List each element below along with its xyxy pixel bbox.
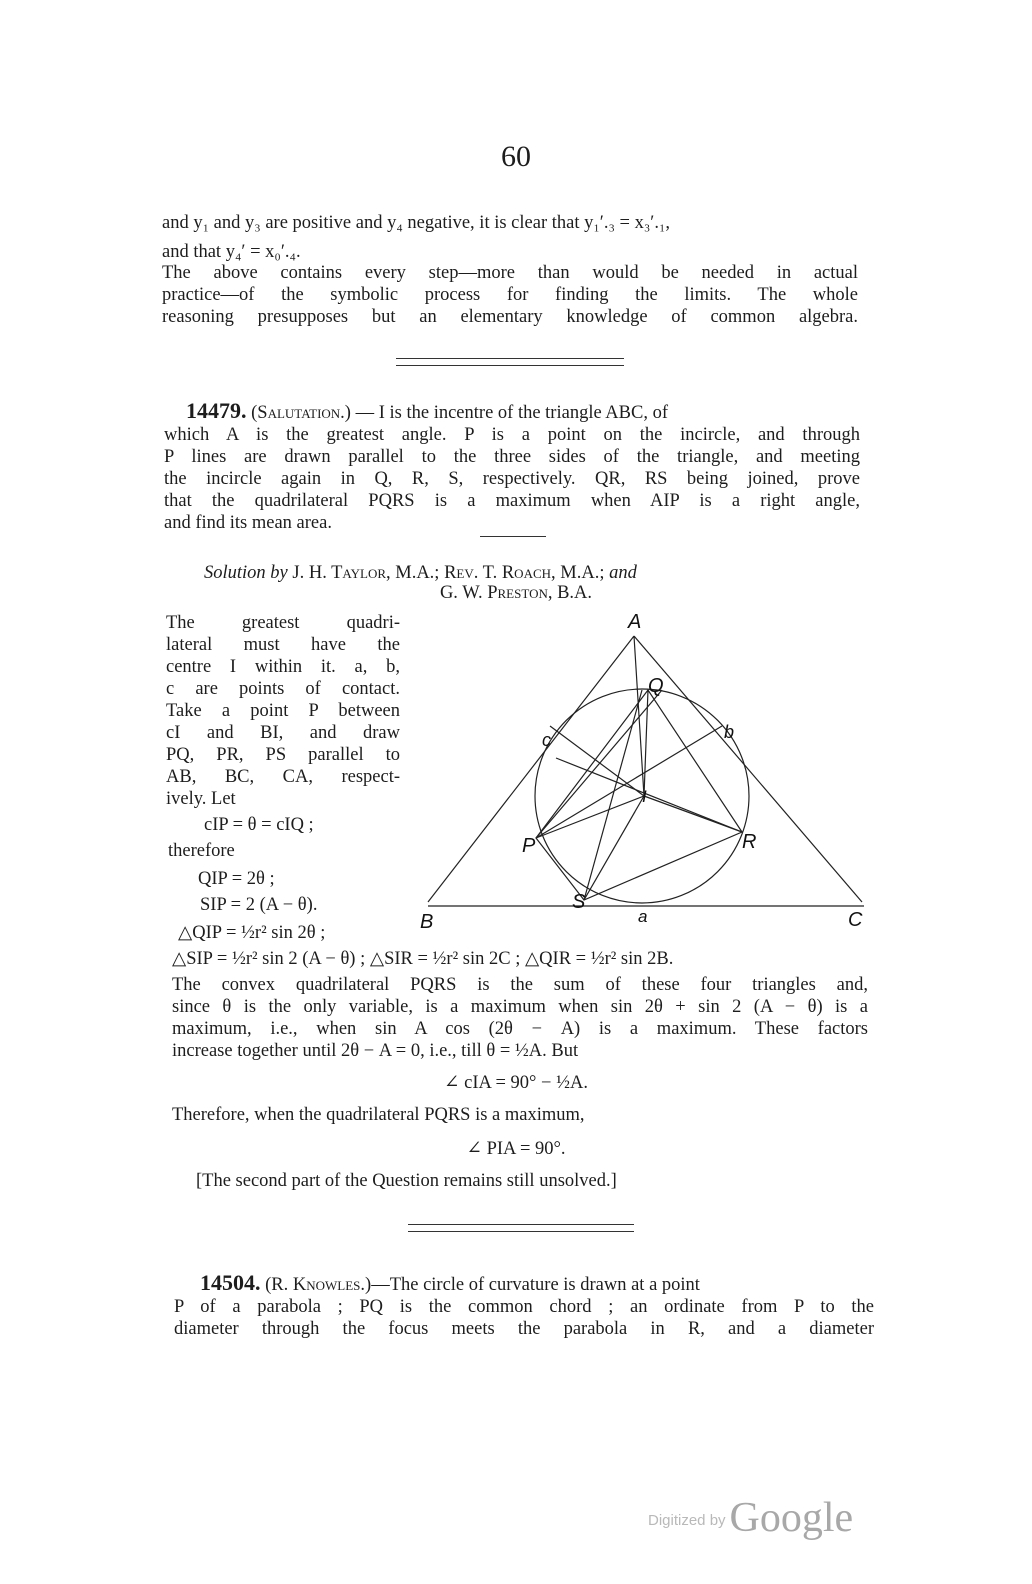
- equation-5: ∠ cIA = 90° − ½A.: [444, 1073, 588, 1093]
- equation-2: QIP = 2θ ;: [198, 869, 275, 889]
- question-14479-line-5: that the quadrilateral PQRS is a maximum when AIP is a right angle,: [164, 491, 860, 511]
- left-col-line-2: lateral must have the: [166, 635, 400, 655]
- intro-line-3: The above contains every step—more than would be needed in actual: [162, 263, 858, 283]
- intro-line-2: and that y₄′ = x₀′.₄.: [162, 242, 301, 262]
- label-c-vertex: C: [848, 909, 863, 931]
- equation-6: ∠ PIA = 90°.: [466, 1139, 566, 1159]
- solution-authors: J. H. Taylor, M.A.; Rev. T. Roach, M.A.;: [292, 563, 605, 583]
- body-line-4: maximum, i.e., when sin A cos (2θ − A) is a maximum. These factors: [172, 1019, 868, 1039]
- question-14479-line-2: which A is the greatest angle. P is a point on the incircle, and through: [164, 425, 860, 445]
- body-line-6: Therefore, when the quadrilateral PQRS is a maximum,: [172, 1105, 585, 1125]
- left-col-line-5: Take a point P between: [166, 701, 400, 721]
- google-watermark: [648, 1494, 853, 1542]
- question-14504-line-3: diameter through the focus meets the parabola in R, and a diameter: [174, 1319, 874, 1339]
- body-line-5: increase together until 2θ − A = 0, i.e., till θ = ½A. But: [172, 1041, 579, 1061]
- therefore-text: therefore: [168, 841, 235, 861]
- question-author: (Salutation.): [251, 403, 351, 423]
- question-14479-line-3: P lines are drawn parallel to the three sides of the triangle, and meeting: [164, 447, 860, 467]
- solution-authors-2: G. W. Preston, B.A.: [439, 583, 593, 603]
- google-logo: Google: [729, 1495, 854, 1541]
- question-14504-line-1: [200, 1272, 874, 1296]
- line-rb: [556, 758, 742, 832]
- digitized-text: Digitized by: [648, 1512, 726, 1529]
- intro-line-1: and y₁ and y₃ are positive and y₄ negative, it is clear that y₁′.₃ = x₃′.₁,: [162, 213, 671, 233]
- label-a-contact: a: [638, 907, 648, 926]
- left-col-line-3: centre I within it. a, b,: [166, 657, 400, 677]
- question-14479-line-4: the incircle again in Q, R, S, respectively. QR, RS being joined, prove: [164, 469, 860, 489]
- question-text: —The circle of curvature is drawn at a point: [371, 1275, 700, 1295]
- section-rule-top: [396, 358, 624, 359]
- question-14504-line-2: P of a parabola ; PQ is the common chord ; an ordinate from P to the: [174, 1297, 874, 1317]
- side-ac: [634, 636, 862, 902]
- left-col-line-9: ively. Let: [166, 789, 236, 809]
- label-b-contact: b: [724, 722, 735, 742]
- equation-4: △QIP = ½r² sin 2θ ;: [178, 923, 326, 943]
- intro-line-5: reasoning presupposes but an elementary knowledge of common algebra.: [162, 307, 858, 327]
- label-a-vertex: A: [628, 611, 642, 633]
- left-col-line-4: c are points of contact.: [166, 679, 400, 699]
- question-text: — I is the incentre of the triangle ABC, of: [350, 403, 668, 423]
- label-b-vertex: B: [420, 911, 434, 933]
- page-number: 60: [501, 140, 531, 173]
- left-col-line-1: The greatest quadri-: [166, 613, 400, 633]
- question-number: 14504.: [200, 1270, 261, 1295]
- body-line-2: The convex quadrilateral PQRS is the sum of these four triangles and,: [172, 975, 868, 995]
- side-ab: [428, 636, 634, 902]
- short-rule: [480, 536, 546, 537]
- label-c-contact: c: [542, 730, 551, 750]
- section-rule-2-top: [408, 1224, 634, 1225]
- label-s: S: [572, 891, 586, 913]
- line-pq2: [536, 690, 662, 838]
- solution-attribution-line-2: [0, 582, 1032, 604]
- left-col-line-6: cI and BI, and draw: [166, 723, 400, 743]
- question-14479-line-6: and find its mean area.: [164, 513, 332, 533]
- label-q: Q: [648, 675, 664, 697]
- line-sq: [584, 690, 642, 900]
- solution-prefix: Solution by: [204, 563, 288, 583]
- section-rule-bottom: [396, 365, 624, 366]
- question-14479-line-1: [186, 400, 860, 424]
- solution-attribution-line-1: [204, 562, 637, 584]
- label-i: I: [642, 787, 647, 806]
- left-col-line-8: AB, BC, CA, respect-: [166, 767, 400, 787]
- equation-3: SIP = 2 (A − θ).: [200, 895, 318, 915]
- body-line-1: △SIP = ½r² sin 2 (A − θ) ; △SIR = ½r² sin 2C ; △QIR = ½r² sin 2B.: [172, 949, 674, 969]
- intro-line-4: practice—of the symbolic process for finding the limits. The whole: [162, 285, 858, 305]
- line-iq: [644, 690, 648, 796]
- line-is: [584, 796, 644, 900]
- solution-and: and: [609, 563, 637, 583]
- equation-1: cIP = θ = cIQ ;: [204, 815, 314, 835]
- line-ai: [634, 636, 644, 796]
- left-col-line-7: PQ, PR, PS parallel to: [166, 745, 400, 765]
- label-p: P: [522, 835, 536, 857]
- body-note: [The second part of the Question remains still unsolved.]: [196, 1171, 617, 1191]
- label-r: R: [742, 831, 757, 853]
- incircle-figure: [412, 606, 872, 936]
- question-author: (R. Knowles.): [265, 1275, 372, 1295]
- question-number: 14479.: [186, 398, 247, 423]
- section-rule-2-bottom: [408, 1231, 634, 1232]
- body-line-3: since θ is the only variable, is a maximum when sin 2θ + sin 2 (A − θ) is a: [172, 997, 868, 1017]
